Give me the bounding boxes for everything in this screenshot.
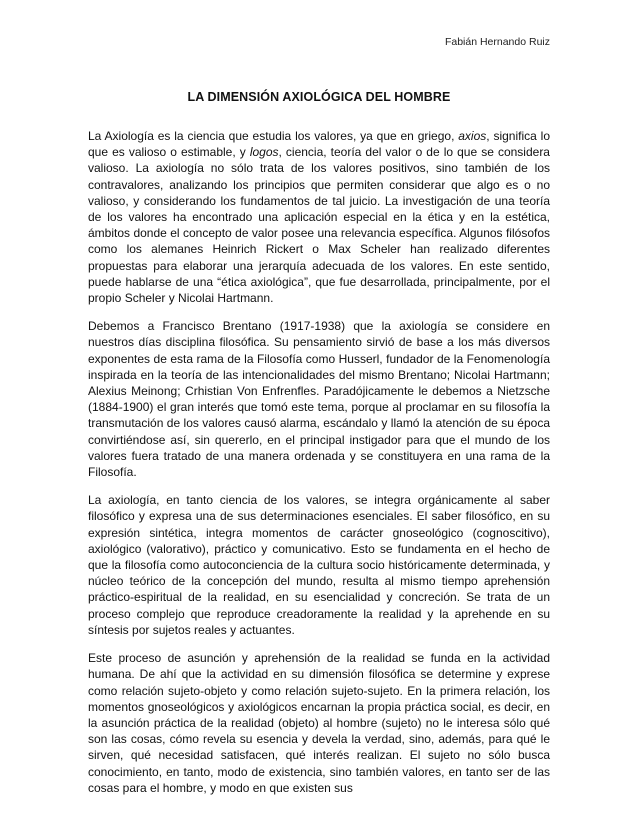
paragraph-2: Debemos a Francisco Brentano (1917-1938) que la axiología se considere en nuestros días disciplina filosófica. Su pensamiento sirvió de base a los más diversos exponentes de esta rama de la Filosofía como Husserl, fundador de la Fenomenología inspirada en la teoría de las intencionalidades del mismo Brentano; Nicolai Hartmann; Alexius Meinong; Crhistian Von Enfrenfles. Paradójicamente le debemos a Nietzsche (1884-1900) el gran interés que tomó este tema, porque al proclamar en su filosofía la transmutación de los valores causó alarma, escándalo y llamó la atención de su época convirtiéndose así, sin quererlo, en el principal instigador para que el mundo de los valores fuera tratado de una manera ordenada y se constituyera en una rama de la Filosofía.	[88, 319, 550, 480]
document-title: LA DIMENSIÓN AXIOLÓGICA DEL HOMBRE	[187, 90, 451, 104]
paragraph-4: Este proceso de asunción y aprehensión de la realidad se funda en la actividad humana. De ahí que la actividad en su dimensión filosófica se determine y exprese como relación sujeto-objeto y como relación sujeto-sujeto. En la primera relación, los momentos gnoseológicos y axiológicos encarnan la propia práctica social, es decir, en la asunción práctica de la realidad (objeto) al hombre (sujeto) no le interesa sólo qué son las cosas, cómo revela su esencia y devela la verdad, sino, además, para qué le sirven, qué necesidad satisfacen, qué interés realizan. El sujeto no sólo busca conocimiento, en tanto, modo de existencia, sino también valores, en tanto ser de las cosas para el hombre, y modo en que existen sus	[88, 651, 550, 795]
paragraph-1-text-b: , significa lo que es valioso o estimable, y	[88, 129, 550, 160]
paragraph-1-text-c: , ciencia, teoría del valor o de lo que se considera valioso. La axiología no sólo trata de los valores positivos, sino también de los contravalores, analizando los principios que permiten considerar que algo es o no valioso, y considerando los fundamentos de tal juicio. La investigación de una teoría de los valores ha encontrado una aplicación especial en la ética y en la estética, ámbitos donde el concepto de valor posee una relevancia específica. Algunos filósofos como los alemanes Heinrich Rickert o Max Scheler han realizado diferentes propuestas para elaborar una jerarquía adecuada de los valores. En este sentido, puede hablarse de una “ética axiológica”, que fue desarrollada, principalmente, por el propio Scheler y Nicolai Hartmann.	[88, 145, 550, 306]
paragraph-3: La axiología, en tanto ciencia de los valores, se integra orgánicamente al saber filosófico y expresa una de sus determinaciones esenciales. El saber filosófico, en su expresión sintética, integra momentos de carácter gnoseológico (cognoscitivo), axiológico (valorativo), práctico y comunicativo. Esto se fundamenta en el hecho de que la filosofía como autoconciencia de la cultura socio históricamente determinada, y núcleo teórico de la concepción del mundo, resulta al mismo tiempo aprehensión práctico-espiritual de la realidad, en su esencialidad y concreción. Se trata de un proceso complejo que reproduce creadoramente la realidad y la aprehende en su síntesis por sujetos reales y actuantes.	[88, 493, 550, 637]
paragraph-1	[88, 128, 550, 306]
header-author: Fabián Hernando Ruiz	[444, 36, 550, 48]
paragraph-1-italic-logos: logos	[249, 145, 279, 160]
paragraph-1-italic-axios: axios	[458, 129, 487, 143]
document-body	[88, 128, 550, 808]
paragraph-1-text-a: La Axiología es la ciencia que estudia los valores, ya que en griego,	[88, 129, 459, 143]
